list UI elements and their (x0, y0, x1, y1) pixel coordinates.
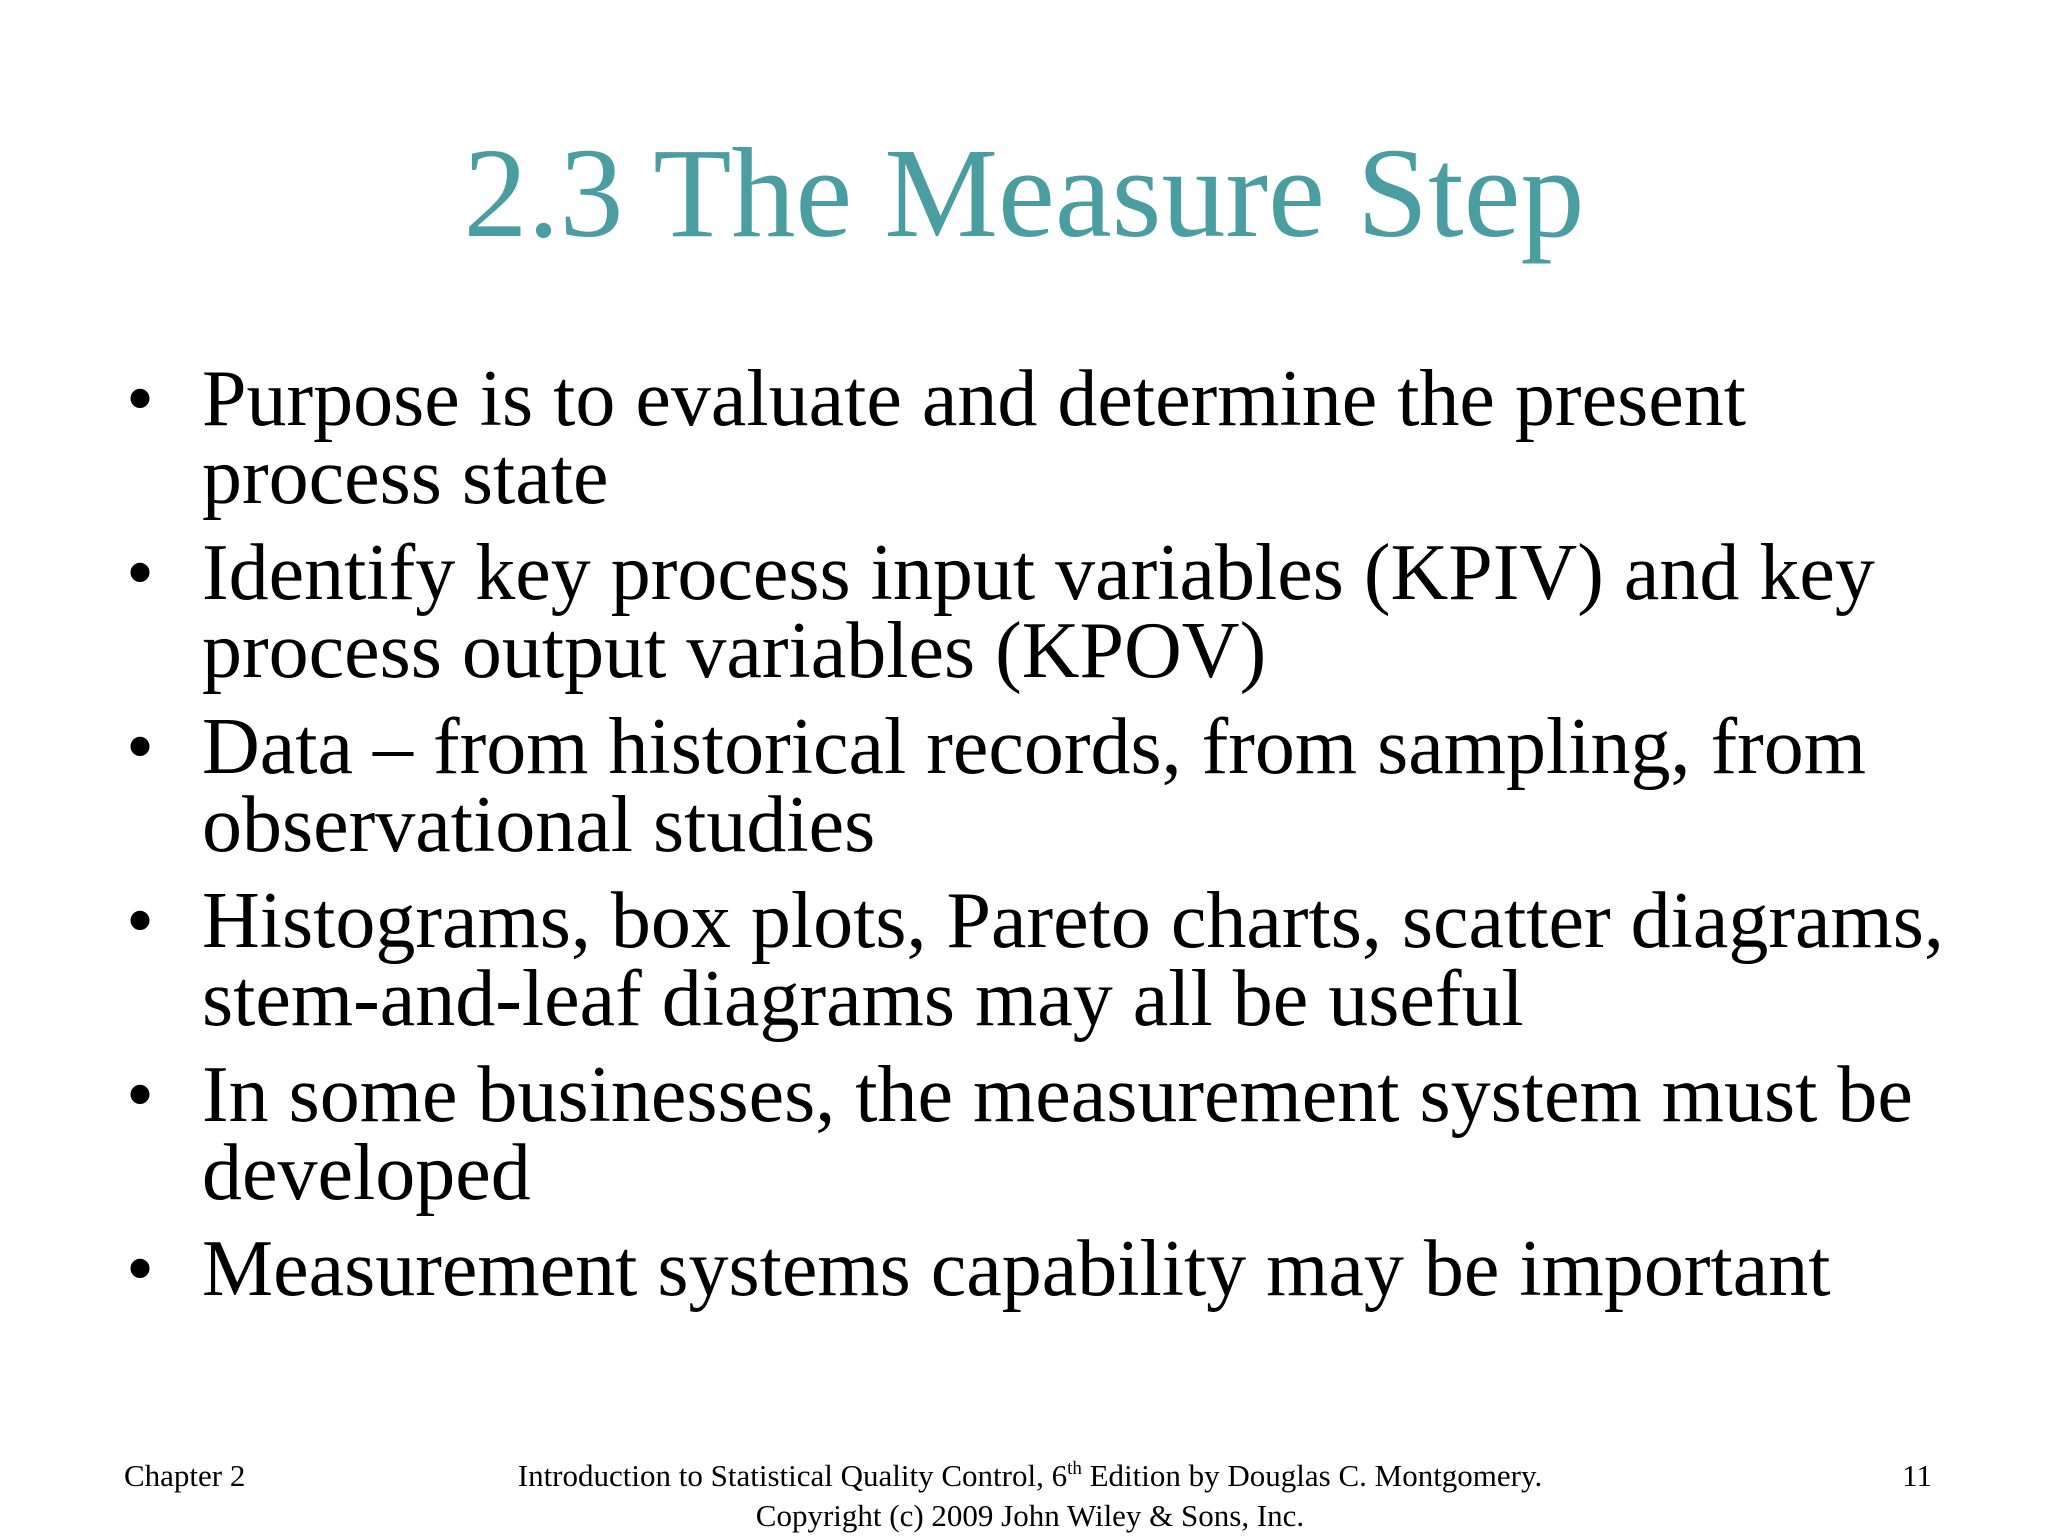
bullet-item (110, 529, 1990, 695)
footer-book-prefix: Introduction to Statistical Quality Control, 6 (517, 1458, 1068, 1493)
bullet-list (110, 355, 1990, 1326)
bullet-item (110, 1051, 1990, 1217)
footer-copyright: Copyright (c) 2009 John Wiley & Sons, Inc. (755, 1498, 1305, 1533)
page-number: 11 (1902, 1458, 1932, 1493)
bullet-text: Purpose is to evaluate and determine the present process state (202, 355, 1746, 521)
bullet-marker: • (126, 355, 155, 443)
bullet-text: Measurement systems capability may be important (202, 1225, 1831, 1313)
footer-book-suffix: Edition by Douglas C. Montgomery. (1081, 1458, 1543, 1493)
bullet-marker: • (126, 1225, 155, 1313)
footer-citation (380, 1456, 1680, 1536)
bullet-text: Histograms, box plots, Pareto charts, scatter diagrams, stem-and-leaf diagrams may all be useful (202, 877, 1944, 1043)
slide-footer (0, 1450, 2048, 1536)
footer-chapter: Chapter 2 (124, 1458, 246, 1493)
bullet-marker: • (126, 877, 155, 965)
footer-book-line (380, 1456, 1680, 1496)
footer-book-superscript: th (1067, 1458, 1082, 1479)
bullet-marker: • (126, 529, 155, 617)
bullet-text: In some businesses, the measurement system must be developed (202, 1051, 1913, 1217)
bullet-item (110, 355, 1990, 521)
bullet-text: Identify key process input variables (KPIV) and key process output variables (KPOV) (202, 529, 1875, 695)
bullet-item (110, 703, 1990, 869)
bullet-item (110, 877, 1990, 1043)
bullet-text: Data – from historical records, from sampling, from observational studies (202, 703, 1866, 869)
bullet-item (110, 1225, 1990, 1313)
slide-title: 2.3 The Measure Step (463, 122, 1585, 264)
bullet-marker: • (126, 1051, 155, 1139)
bullet-marker: • (126, 703, 155, 791)
